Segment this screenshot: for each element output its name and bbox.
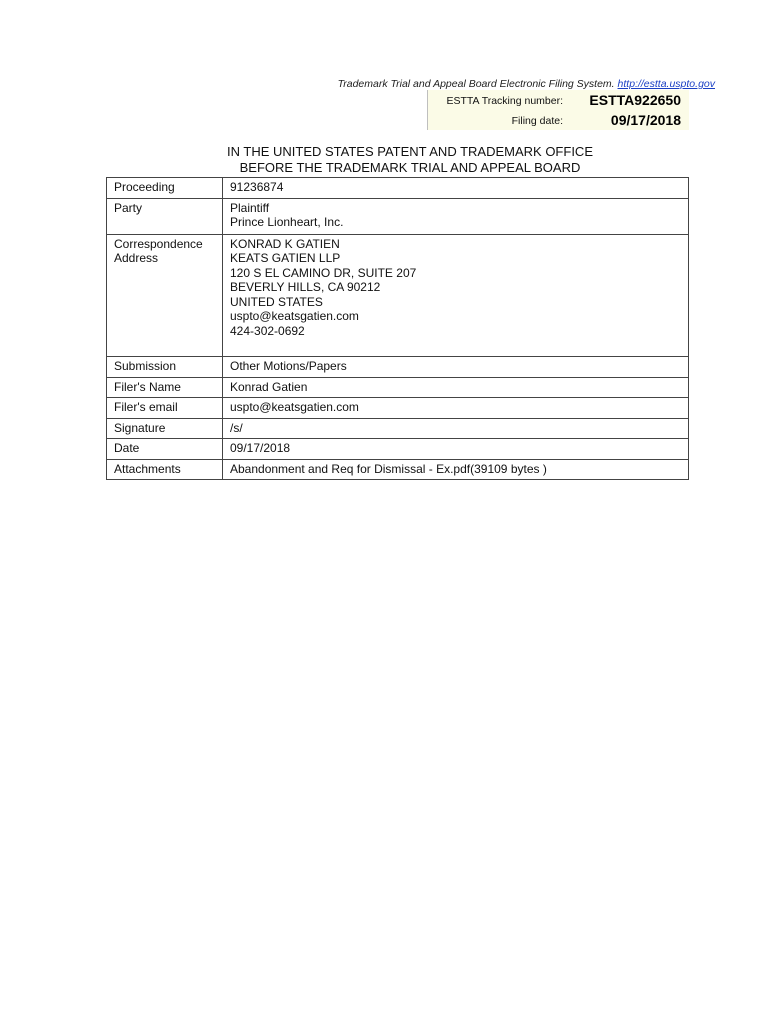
table-row-filer-name xyxy=(107,377,689,398)
filer-email-value: uspto@keatsgatien.com xyxy=(223,398,689,419)
proceeding-label: Proceeding xyxy=(107,178,223,199)
correspondence-line: BEVERLY HILLS, CA 90212 xyxy=(230,280,381,294)
system-title: Trademark Trial and Appeal Board Electronic Filing System. xyxy=(337,78,615,90)
party-role: Plaintiff xyxy=(230,200,270,215)
correspondence-value xyxy=(223,234,689,357)
signature-label: Signature xyxy=(107,418,223,439)
correspondence-email: uspto@keatsgatien.com xyxy=(230,309,359,323)
table-row-filer-email xyxy=(107,398,689,419)
filer-email-label: Filer's email xyxy=(107,398,223,419)
tracking-number-value: ESTTA922650 xyxy=(589,92,681,108)
table-row-proceeding xyxy=(107,178,689,199)
party-label: Party xyxy=(107,198,223,234)
correspondence-label xyxy=(107,234,223,357)
attachments-label: Attachments xyxy=(107,459,223,480)
table-row-submission xyxy=(107,357,689,378)
correspondence-label-line-2: Address xyxy=(114,251,159,265)
correspondence-line: KEATS GATIEN LLP xyxy=(230,251,341,265)
filer-name-value: Konrad Gatien xyxy=(223,377,689,398)
system-header-line xyxy=(300,78,715,90)
party-name: Prince Lionheart, Inc. xyxy=(230,215,344,229)
proceeding-value: 91236874 xyxy=(223,178,689,199)
filing-details-table xyxy=(106,177,689,480)
correspondence-line: UNITED STATES xyxy=(230,294,323,309)
date-label: Date xyxy=(107,439,223,460)
filing-date-label: Filing date: xyxy=(511,115,563,127)
date-value: 09/17/2018 xyxy=(223,439,689,460)
estta-link[interactable]: http://estta.uspto.gov xyxy=(617,78,715,90)
table-row-party xyxy=(107,198,689,234)
party-value xyxy=(223,198,689,234)
filer-name-label: Filer's Name xyxy=(107,377,223,398)
filing-date-row xyxy=(428,110,689,130)
table-row-attachments xyxy=(107,459,689,480)
correspondence-phone: 424-302-0692 xyxy=(230,323,305,338)
table-row-date xyxy=(107,439,689,460)
table-row-correspondence xyxy=(107,234,689,357)
correspondence-line: 120 S EL CAMINO DR, SUITE 207 xyxy=(230,265,417,280)
attachments-value: Abandonment and Req for Dismissal - Ex.pdf(39109 bytes ) xyxy=(223,459,689,480)
signature-value: /s/ xyxy=(223,418,689,439)
correspondence-label-line-1: Correspondence xyxy=(114,236,203,251)
document-title-line-1: IN THE UNITED STATES PATENT AND TRADEMARK OFFICE xyxy=(227,144,593,159)
submission-label: Submission xyxy=(107,357,223,378)
tracking-number-label: ESTTA Tracking number: xyxy=(446,95,563,107)
document-title-line-2: BEFORE THE TRADEMARK TRIAL AND APPEAL BOARD xyxy=(239,160,581,175)
correspondence-line: KONRAD K GATIEN xyxy=(230,236,340,251)
filing-date-value: 09/17/2018 xyxy=(610,112,681,128)
submission-value: Other Motions/Papers xyxy=(223,357,689,378)
tracking-box xyxy=(427,90,689,130)
tracking-number-row xyxy=(428,90,689,110)
table-row-signature xyxy=(107,418,689,439)
